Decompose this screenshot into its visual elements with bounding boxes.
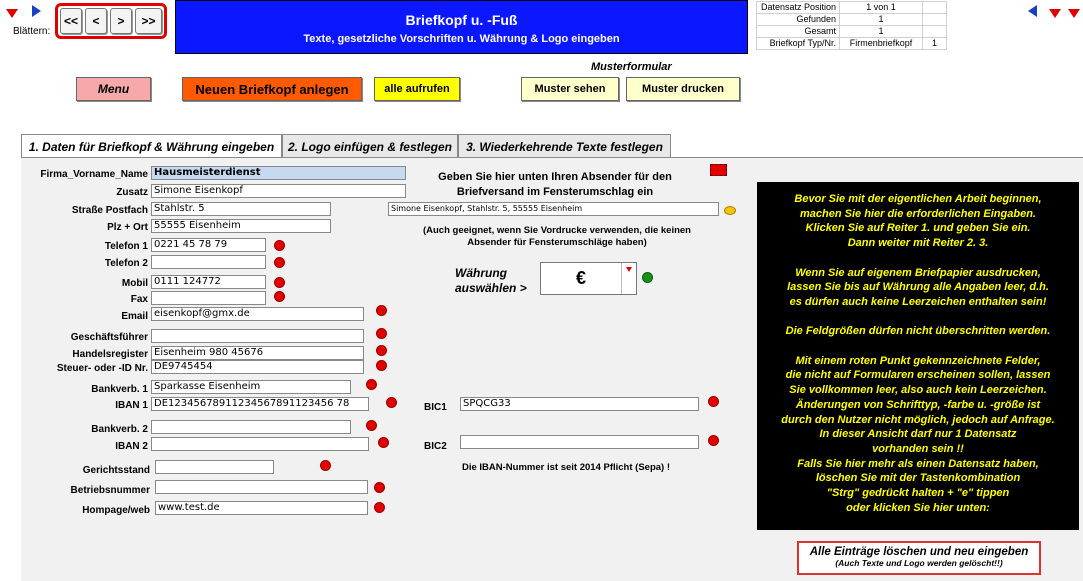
gf-label: Geschäftsführer (70, 332, 148, 343)
typ-label: Briefkopf Typ/Nr. (757, 38, 840, 50)
red-dot-icon (376, 328, 387, 339)
red-dot-icon (374, 502, 385, 513)
instruction-line: Wenn Sie auf eigenem Briefpapier ausdrucken, (795, 266, 1041, 279)
firma-field[interactable]: Hausmeisterdienst (151, 166, 406, 180)
instruction-line: Sie vollkommen leer, also auch kein Leerzeichen. (789, 384, 1047, 397)
red-dot-icon (366, 379, 377, 390)
tel1-label: Telefon 1 (104, 241, 148, 252)
tab-logo[interactable]: 2. Logo einfügen & festlegen (282, 134, 458, 158)
page-subtitle: Texte, gesetzliche Vorschriften u. Währung & Logo eingeben (303, 33, 620, 45)
red-dot-icon (274, 291, 285, 302)
info-label: Gefunden (757, 14, 840, 26)
info-row (757, 2, 947, 14)
iban2-field[interactable] (151, 437, 369, 451)
fax-label: Fax (130, 294, 148, 305)
info-value: 1 (840, 26, 923, 38)
instructions-text (761, 192, 1075, 515)
iban-note: Die IBAN-Nummer ist seit 2014 Pflicht (Sepa) ! (462, 462, 670, 473)
mobil-label: Mobil (121, 278, 148, 289)
gericht-field[interactable] (155, 460, 274, 474)
red-dot-icon (386, 397, 397, 408)
call-all-button[interactable]: alle aufrufen (374, 77, 460, 101)
plz-field[interactable]: 55555 Eisenheim (151, 219, 331, 233)
red-dot-icon (274, 277, 285, 288)
tel2-field[interactable] (151, 255, 266, 269)
view-sample-button[interactable]: Muster sehen (521, 77, 619, 101)
homepage-field[interactable]: www.test.de (155, 501, 368, 515)
absender-note: (Auch geeignet, wenn Sie Vordrucke verwenden, die keinen Absender für Fensterumschläge haben) (422, 225, 691, 248)
bic1-label: BIC1 (424, 402, 447, 413)
info-value: 1 (840, 14, 923, 26)
tel1-field[interactable]: 0221 45 78 79 (151, 238, 266, 252)
red-square-icon (710, 164, 727, 176)
instructions-box (757, 182, 1079, 530)
tab-daten[interactable]: 1. Daten für Briefkopf & Währung eingeben (21, 134, 282, 158)
betrieb-field[interactable] (155, 480, 368, 494)
instruction-line: Klicken Sie auf Reiter 1. und geben Sie ein. (805, 222, 1031, 235)
bic2-label: BIC2 (424, 441, 447, 452)
record-nav (55, 3, 167, 39)
nav-down-far-right-icon[interactable] (1068, 9, 1080, 18)
delete-all-button[interactable] (797, 541, 1041, 575)
firma-label: Firma_Vorname_Name (40, 169, 148, 180)
homepage-label: Hompage/web (82, 505, 150, 516)
instruction-line: vorhanden sein !! (872, 442, 964, 455)
waehrung-value: € (575, 268, 586, 288)
menu-button[interactable]: Menu (76, 77, 151, 101)
instruction-line: Bevor Sie mit der eigentlichen Arbeit beginnen, (794, 193, 1042, 205)
red-dot-icon (374, 482, 385, 493)
instruction-line: es dürfen auch keine Leerzeichen enthalten sein! (789, 295, 1047, 308)
nav-left-icon[interactable] (1028, 5, 1037, 17)
red-dot-icon (274, 257, 285, 268)
plz-label: Plz + Ort (107, 222, 148, 233)
instruction-line (761, 310, 1075, 325)
betrieb-label: Betriebsnummer (70, 485, 150, 496)
typ-nr: 1 (923, 38, 947, 50)
instruction-line: Änderungen von Schrifttyp, -farbe u. -größe ist (795, 398, 1041, 411)
strasse-field[interactable]: Stahlstr. 5 (151, 202, 331, 216)
fax-field[interactable] (151, 291, 266, 305)
absender-field[interactable]: Simone Eisenkopf, Stahlstr. 5, 55555 Eisenheim (388, 202, 719, 216)
red-dot-icon (274, 240, 285, 251)
gericht-label: Gerichtsstand (82, 465, 150, 476)
info-row (757, 14, 947, 26)
bic2-field[interactable] (460, 435, 699, 449)
waehrung-select[interactable] (540, 262, 637, 295)
print-sample-button[interactable]: Muster drucken (626, 77, 740, 101)
instruction-line: "Strg" gedrückt halten + "e" tippen (826, 487, 1010, 500)
first-record-button[interactable]: << (60, 8, 82, 34)
info-label: Datensatz Position (757, 2, 840, 14)
zusatz-label: Zusatz (116, 187, 148, 198)
page-title: Briefkopf u. -Fuß (405, 12, 518, 28)
instruction-line: machen Sie hier die erforderlichen Eingaben. (800, 207, 1036, 220)
bank1-field[interactable]: Sparkasse Eisenheim (151, 380, 351, 394)
dropdown-arrow-icon[interactable] (621, 263, 636, 294)
red-dot-icon (376, 345, 387, 356)
absender-hint: Geben Sie hier unten Ihren Absender für den Briefversand im Fensterumschlag ein (438, 171, 672, 198)
instruction-line: Falls Sie hier mehr als einen Datensatz haben, (797, 457, 1039, 470)
nav-down-right-icon[interactable] (1049, 9, 1061, 18)
red-dot-icon (378, 437, 389, 448)
strasse-label: Straße Postfach (71, 205, 148, 216)
instruction-line: löschen Sie mit der Tastenkombination (815, 472, 1021, 485)
iban1-field[interactable]: DE12345678911234567891123456 78 (151, 397, 369, 411)
nav-right-icon[interactable] (32, 5, 41, 17)
instruction-line: lassen Sie bis auf Währung alle Angaben leer, d.h. (787, 281, 1049, 294)
prev-record-button[interactable]: < (85, 8, 107, 34)
delete-all-label: Alle Einträge löschen und neu eingeben (809, 546, 1029, 558)
next-record-button[interactable]: > (110, 8, 132, 34)
waehrung-label: Währung auswählen > (455, 266, 527, 295)
info-value: 1 von 1 (840, 2, 923, 14)
gf-field[interactable] (151, 329, 364, 343)
instruction-line (761, 339, 1075, 354)
iban2-label: IBAN 2 (115, 441, 148, 452)
info-row (757, 26, 947, 38)
last-record-button[interactable]: >> (135, 8, 162, 34)
red-dot-icon (708, 396, 719, 407)
iban1-label: IBAN 1 (115, 400, 148, 411)
nav-down-icon[interactable] (6, 9, 18, 18)
blaettern-label: Blättern: (13, 26, 51, 37)
new-letterhead-button[interactable]: Neuen Briefkopf anlegen (182, 77, 362, 101)
bank2-field[interactable] (151, 420, 351, 434)
steuer-label: Steuer- oder -ID Nr. (56, 363, 148, 374)
delete-all-sub: (Auch Texte und Logo werden gelöscht!!) (835, 558, 1003, 568)
instruction-line: die nicht auf Formularen erscheinen sollen, lassen (785, 369, 1051, 382)
tel2-label: Telefon 2 (104, 258, 148, 269)
red-dot-icon (708, 435, 719, 446)
red-dot-icon (376, 360, 387, 371)
instruction-line: durch den Nutzer nicht möglich, jedoch auf Anfrage. (781, 413, 1055, 426)
record-info-table (756, 1, 947, 50)
red-dot-icon (366, 420, 377, 431)
bic1-field[interactable]: SPQCG33 (460, 397, 699, 411)
tab-texte[interactable]: 3. Wiederkehrende Texte festlegen (458, 134, 671, 158)
email-label: Email (121, 311, 148, 322)
zusatz-field[interactable]: Simone Eisenkopf (151, 184, 406, 198)
steuer-field[interactable]: DE9745454 (151, 360, 364, 374)
green-dot-icon (642, 272, 653, 283)
yellow-dot-icon (724, 206, 736, 215)
instruction-line: Dann weiter mit Reiter 2. 3. (847, 237, 989, 250)
bank1-label: Bankverb. 1 (91, 384, 148, 395)
mobil-field[interactable]: 0111 124772 (151, 275, 266, 289)
instruction-line: Mit einem roten Punkt gekennzeichnete Felder, (795, 354, 1041, 367)
header-box (175, 0, 748, 54)
info-row (757, 38, 947, 50)
typ-value: Firmenbriefkopf (840, 38, 923, 50)
hr-label: Handelsregister (72, 349, 148, 360)
red-dot-icon (376, 305, 387, 316)
instruction-line: oder klicken Sie hier unten: (846, 501, 990, 514)
instruction-line (761, 251, 1075, 266)
bank2-label: Bankverb. 2 (91, 424, 148, 435)
red-dot-icon (320, 460, 331, 471)
instruction-line: Die Feldgrößen dürfen nicht überschritten werden. (785, 325, 1051, 338)
hr-field[interactable]: Eisenheim 980 45676 (151, 346, 364, 360)
instruction-line: In dieser Ansicht darf nur 1 Datensatz (819, 428, 1017, 441)
email-field[interactable]: eisenkopf@gmx.de (151, 307, 364, 321)
info-label: Gesamt (757, 26, 840, 38)
musterformular-label: Musterformular (591, 61, 672, 73)
